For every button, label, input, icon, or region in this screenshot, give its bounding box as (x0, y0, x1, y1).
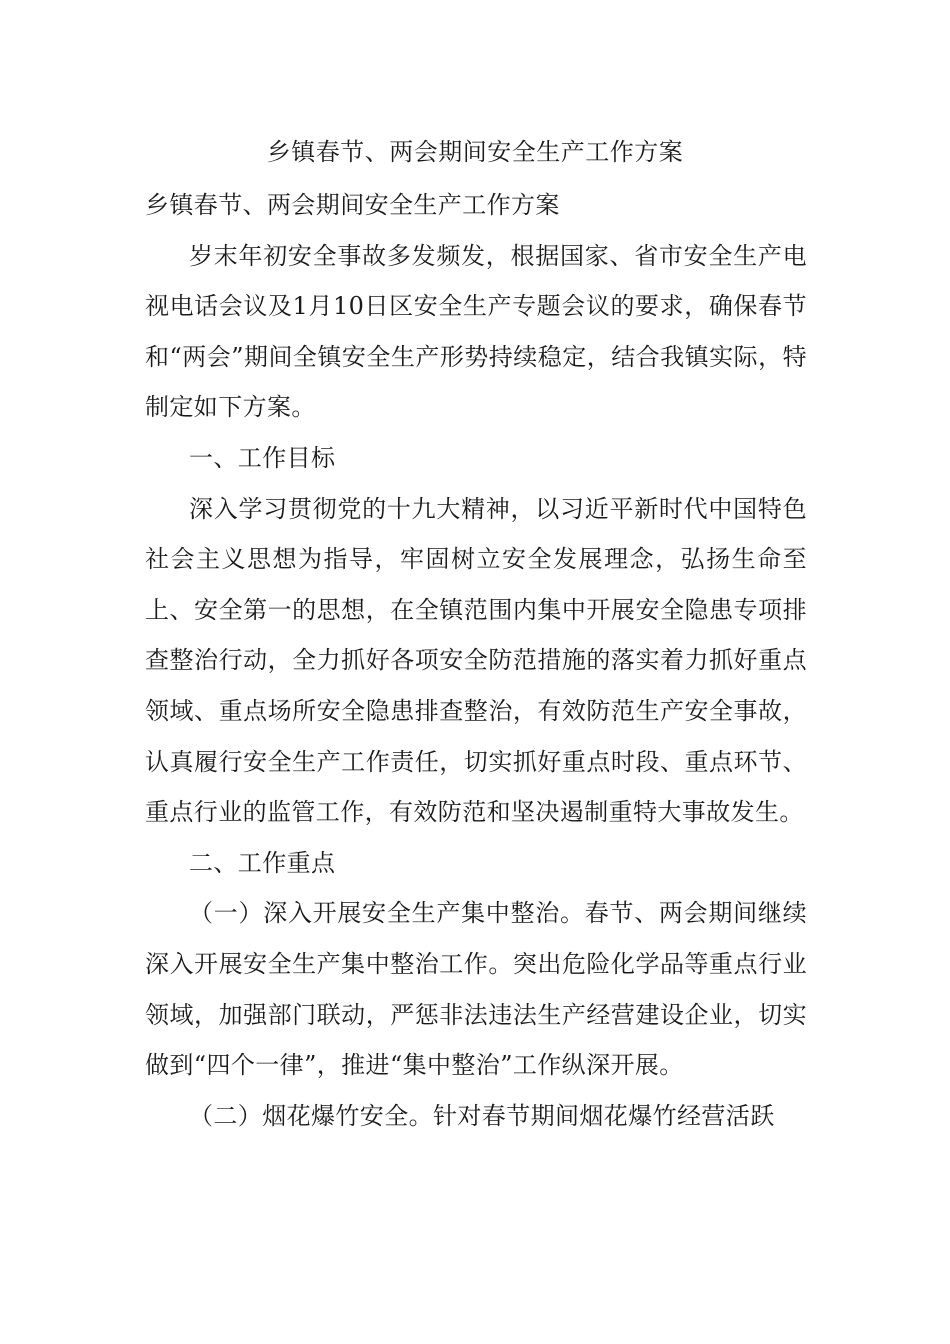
document-title: 乡镇春节、两会期间安全生产工作方案 (266, 138, 684, 166)
section-heading-goals: 一、工作目标 (189, 443, 336, 472)
paragraph-goals: 深入学习贯彻党的十九大精神，以习近平新时代中国特色社会主义思想为指导，牢固树立安全发展理念，弘扬生命至上、安全第一的思想，在全镇范围内集中开展安全隐患专项排查整治行动，全力抓好各项安全防范措施的落实着力抓好重点领域、重点场所安全隐患排查整治，有效防范生产安全事故，认真履行安全生产工作责任，切实抓好重点时段、重点环节、重点行业的监管工作，有效防范和坚决遏制重特大事故发生。 (145, 494, 807, 827)
document-subtitle: 乡镇春节、两会期间安全生产工作方案 (145, 191, 560, 219)
paragraph-focus-1: （一）深入开展安全生产集中整治。春节、两会期间继续深入开展安全生产集中整治工作。突出危险化学品等重点行业领域，加强部门联动，严惩非法违法生产经营建设企业，切实做到“四个一律”，推进“集中整治”工作纵深开展。 (145, 899, 807, 1080)
paragraph-intro: 岁末年初安全事故多发频发，根据国家、省市安全生产电视电话会议及1月10日区安全生产专题会议的要求，确保春节和“两会”期间全镇安全生产形势持续稳定，结合我镇实际，特制定如下方案。 (145, 241, 807, 422)
document-body (145, 180, 807, 1141)
section-heading-focus: 二、工作重点 (189, 848, 336, 877)
paragraph-focus-2: （二）烟花爆竹安全。针对春节期间烟花爆竹经营活跃 (189, 1101, 775, 1130)
